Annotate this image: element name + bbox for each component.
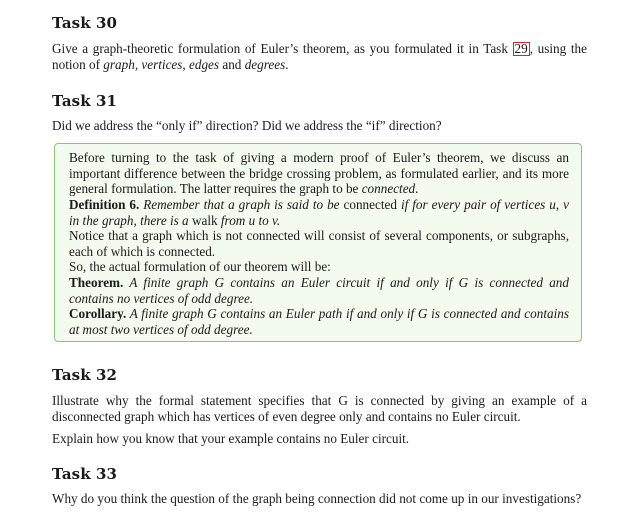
- definition-box: [54, 143, 582, 342]
- box-notice: Notice that a graph which is not connected will consist of several components, or subgraphs, each of which is connected.: [69, 228, 569, 259]
- task-32-text-1: Illustrate why the formal statement specifies that G is connected by giving an example of a disconnected graph which has vertices of even degree only and contains no Euler circuit.: [52, 393, 587, 425]
- task-31-text: Did we address the “only if” direction? Did we address the “if” direction?: [52, 118, 442, 133]
- term-edges: edges: [189, 57, 220, 73]
- definition-6-text-b: if for every pair of vertices u, v in the graph, there is a: [69, 197, 569, 228]
- term-degrees: degrees: [244, 57, 286, 73]
- task-30-text: [52, 41, 587, 73]
- task-30-sep-1: ,: [134, 57, 142, 73]
- task-31-heading: Task 31: [52, 92, 118, 110]
- task-33-text: Why do you think the question of the graph being connection did not come up in our investigations?: [52, 491, 582, 506]
- task-30-sep-2: ,: [182, 57, 190, 73]
- task-30-text-b: , using the notion of: [52, 41, 587, 73]
- box-intro-end: .: [415, 181, 419, 197]
- definition-6-label: Definition 6.: [69, 197, 140, 212]
- definition-6: [69, 197, 569, 228]
- box-so: So, the actual formulation of our theorem will be:: [69, 259, 331, 274]
- term-connected: connected: [361, 181, 416, 197]
- corollary: [69, 306, 569, 337]
- theorem-text: A finite graph G contains an Euler circuit if and only if G is connected and contains no vertices of odd degree.: [69, 275, 569, 306]
- theorem-label: Theorem.: [69, 275, 124, 290]
- task-30-sep-3: and: [219, 57, 245, 73]
- task-30-heading: Task 30: [52, 14, 118, 32]
- corollary-label: Corollary.: [69, 306, 127, 321]
- corollary-text: A finite graph G contains an Euler path if and only if G is connected and contains at most two vertices of odd degree.: [69, 306, 569, 337]
- task-30-end: .: [285, 57, 289, 73]
- term-vertices: vertices: [141, 57, 183, 73]
- definition-6-term-walk: walk: [191, 212, 218, 228]
- definition-6-text-a: Remember that a graph is said to be: [139, 197, 344, 212]
- task-33-heading: Task 33: [52, 465, 118, 483]
- box-intro-a: Before turning to the task of giving a modern proof of Euler’s theorem, we discuss an important difference between the bridge crossing problem, as formulated earlier, and its more general formulation. The latter requires the graph to be: [69, 150, 569, 197]
- theorem: [69, 275, 569, 306]
- task-32-heading: Task 32: [52, 366, 118, 384]
- task-29-reference-link[interactable]: 29: [514, 41, 528, 56]
- box-intro: [69, 150, 569, 197]
- term-graph: graph: [103, 57, 135, 73]
- definition-6-text-c: from u to v.: [217, 212, 281, 228]
- task-32-text-2: Explain how you know that your example contains no Euler circuit.: [52, 431, 410, 446]
- task-30-text-a: Give a graph-theoretic formulation of Euler’s theorem, as you formulated it in Task: [52, 41, 513, 56]
- definition-6-term-connected: connected: [343, 197, 397, 212]
